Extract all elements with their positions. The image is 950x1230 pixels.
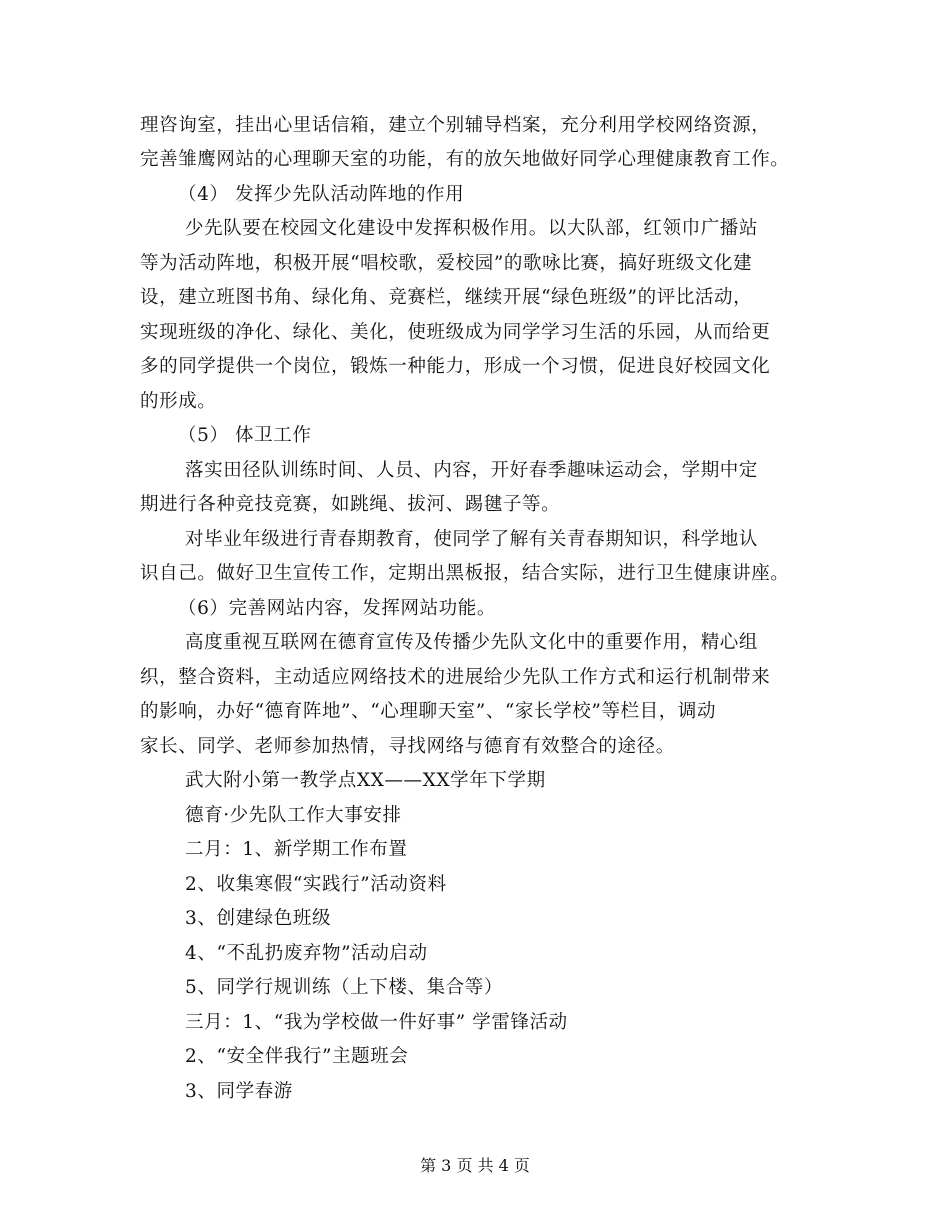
body-line: 实现班级的净化、绿化、美化，使班级成为同学学习生活的乐园，从而给更 xyxy=(140,322,771,343)
schedule-item: 4、“不乱扔废弃物”活动启动 xyxy=(185,943,428,964)
body-line: 的影响，办好“德育阵地”、“心理聊天室”、“家长学校”等栏目，调动 xyxy=(140,701,717,722)
body-line: 识自己。做好卫生宣传工作，定期出黑板报，结合实际，进行卫生健康讲座。 xyxy=(140,563,790,584)
section-heading: （5） 体卫工作 xyxy=(178,425,312,446)
schedule-item: 3、创建绿色班级 xyxy=(185,908,332,929)
body-line: 高度重视互联网在德育宣传及传播少先队文化中的重要作用，精心组 xyxy=(185,632,759,653)
schedule-item: 2、“安全伴我行”主题班会 xyxy=(185,1046,409,1067)
schedule-heading: 武大附小第一教学点XX——XX学年下学期 xyxy=(185,770,546,791)
body-line: 少先队要在校园文化建设中发挥积极作用。以大队部，红领巾广播站 xyxy=(185,218,759,239)
section-heading: （4） 发挥少先队活动阵地的作用 xyxy=(178,184,465,205)
body-line: 等为活动阵地，积极开展“唱校歌，爱校园”的歌咏比赛，搞好班级文化建 xyxy=(140,253,753,274)
body-line: 期进行各种竞技竞赛，如跳绳、拔河、踢毽子等。 xyxy=(140,494,561,515)
body-line: 设，建立班图书角、绿化角、竞赛栏，继续开展“绿色班级”的评比活动， xyxy=(140,287,753,308)
body-line: 织，整合资料，主动适应网络技术的进展给少先队工作方式和运行机制带来 xyxy=(140,667,771,688)
body-line: 家长、同学、老师参加热情，寻找网络与德育有效整合的途径。 xyxy=(140,736,675,757)
body-line: 多的同学提供一个岗位，锻炼一种能力，形成一个习惯，促进良好校园文化 xyxy=(140,356,771,377)
schedule-item: 三月：1、“我为学校做一件好事” 学雷锋活动 xyxy=(185,1012,568,1033)
schedule-item: 3、同学春游 xyxy=(185,1081,293,1102)
page-number-footer: 第 3 页 共 4 页 xyxy=(420,1156,530,1175)
section-heading: （6）完善网站内容，发挥网站功能。 xyxy=(178,598,496,619)
schedule-item: 2、收集寒假“实践行”活动资料 xyxy=(185,874,447,895)
body-line: 对毕业年级进行青春期教育，使同学了解有关青春期知识，科学地认 xyxy=(185,529,759,550)
body-line: 落实田径队训练时间、人员、内容，开好春季趣味运动会，学期中定 xyxy=(185,460,759,481)
body-line: 的形成。 xyxy=(140,391,217,412)
schedule-subheading: 德育·少先队工作大事安排 xyxy=(185,805,402,826)
body-line: 完善雏鹰网站的心理聊天室的功能，有的放矢地做好同学心理健康教育工作。 xyxy=(140,149,790,170)
body-line: 理咨询室，挂出心里话信箱，建立个别辅导档案，充分利用学校网络资源， xyxy=(140,115,771,136)
schedule-item: 5、同学行规训练（上下楼、集合等） xyxy=(185,977,503,998)
schedule-item: 二月：1、新学期工作布置 xyxy=(185,839,408,860)
